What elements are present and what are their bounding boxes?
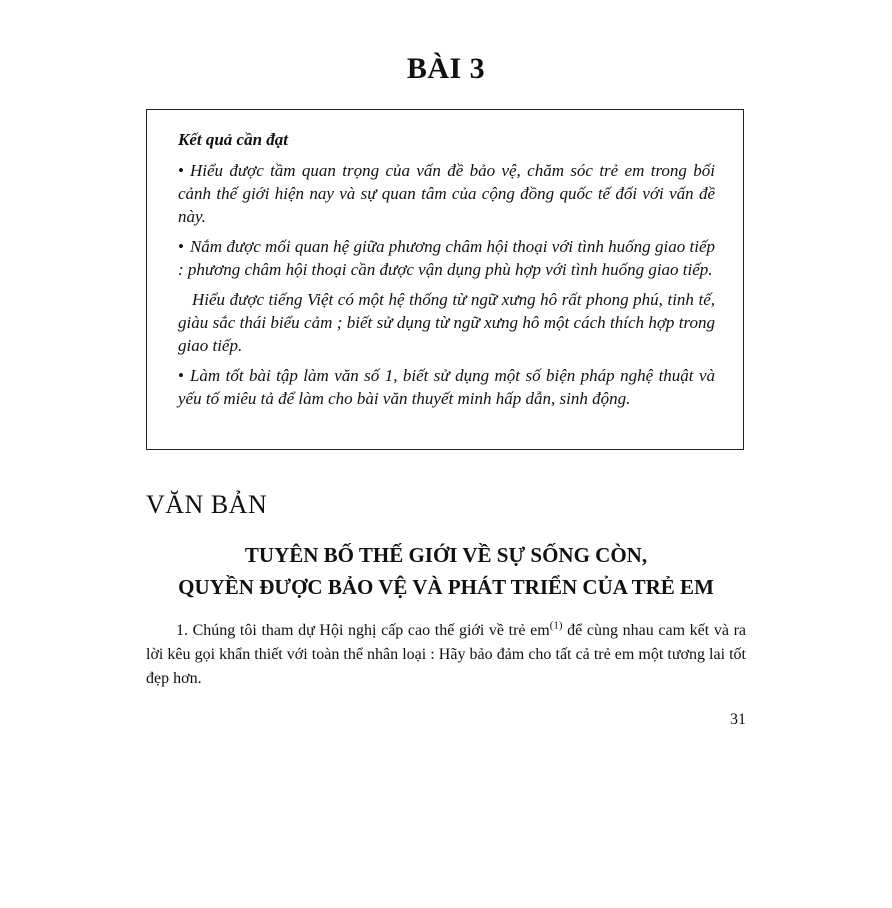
outcome-text: Hiểu được tiếng Việt có một hệ thống từ ngữ xưng hô rất phong phú, tinh tế, giàu sắc thái biểu cảm ; biết sử dụng từ ngữ xưng hô một cách thích hợp trong giao tiếp. [178,290,715,355]
document-title [146,539,746,603]
outcomes-heading: Kết quả cần đạt [178,130,289,149]
paragraph-text-start: 1. Chúng tôi tham dự Hội nghị cấp cao thế giới về trẻ em [176,622,550,639]
section-heading: VĂN BẢN [146,490,268,519]
outcome-item [178,364,715,410]
bullet-icon: • [178,237,184,256]
outcome-text: Làm tốt bài tập làm văn số 1, biết sử dụng một số biện pháp nghệ thuật và yếu tố miêu tả để làm cho bài văn thuyết minh hấp dẫn, sinh động. [178,366,715,408]
document-title-line-1: TUYÊN BỐ THẾ GIỚI VỀ SỰ SỐNG CÒN, [244,543,648,567]
outcome-item [178,159,715,228]
outcome-item [178,288,715,357]
outcome-item [178,235,715,281]
page-number: 31 [730,711,746,728]
footnote-marker: (1) [549,619,563,632]
body-paragraph [146,619,746,691]
lesson-title: BÀI 3 [406,52,486,85]
outcome-text: Hiểu được tầm quan trọng của vấn đề bảo vệ, chăm sóc trẻ em trong bối cảnh thế giới hiện nay và sự quan tâm của cộng đồng quốc tế đối với vấn đề này. [178,161,715,226]
learning-outcomes-box [146,109,744,450]
bullet-icon: • [178,366,184,385]
bullet-icon: • [178,161,184,180]
paragraph-text-end: để cùng nhau cam kết và ra lời kêu gọi khẩn thiết với toàn thể nhân loại : Hãy bảo đảm cho tất cả trẻ em một tương lai tốt đẹp hơn. [146,622,747,687]
outcome-text: Nắm được mối quan hệ giữa phương châm hội thoại với tình huống giao tiếp : phương châm hội thoại cần được vận dụng phù hợp với tình huống giao tiếp. [178,237,715,279]
document-title-line-2: QUYỀN ĐƯỢC BẢO VỆ VÀ PHÁT TRIỂN CỦA TRẺ EM [178,575,714,599]
